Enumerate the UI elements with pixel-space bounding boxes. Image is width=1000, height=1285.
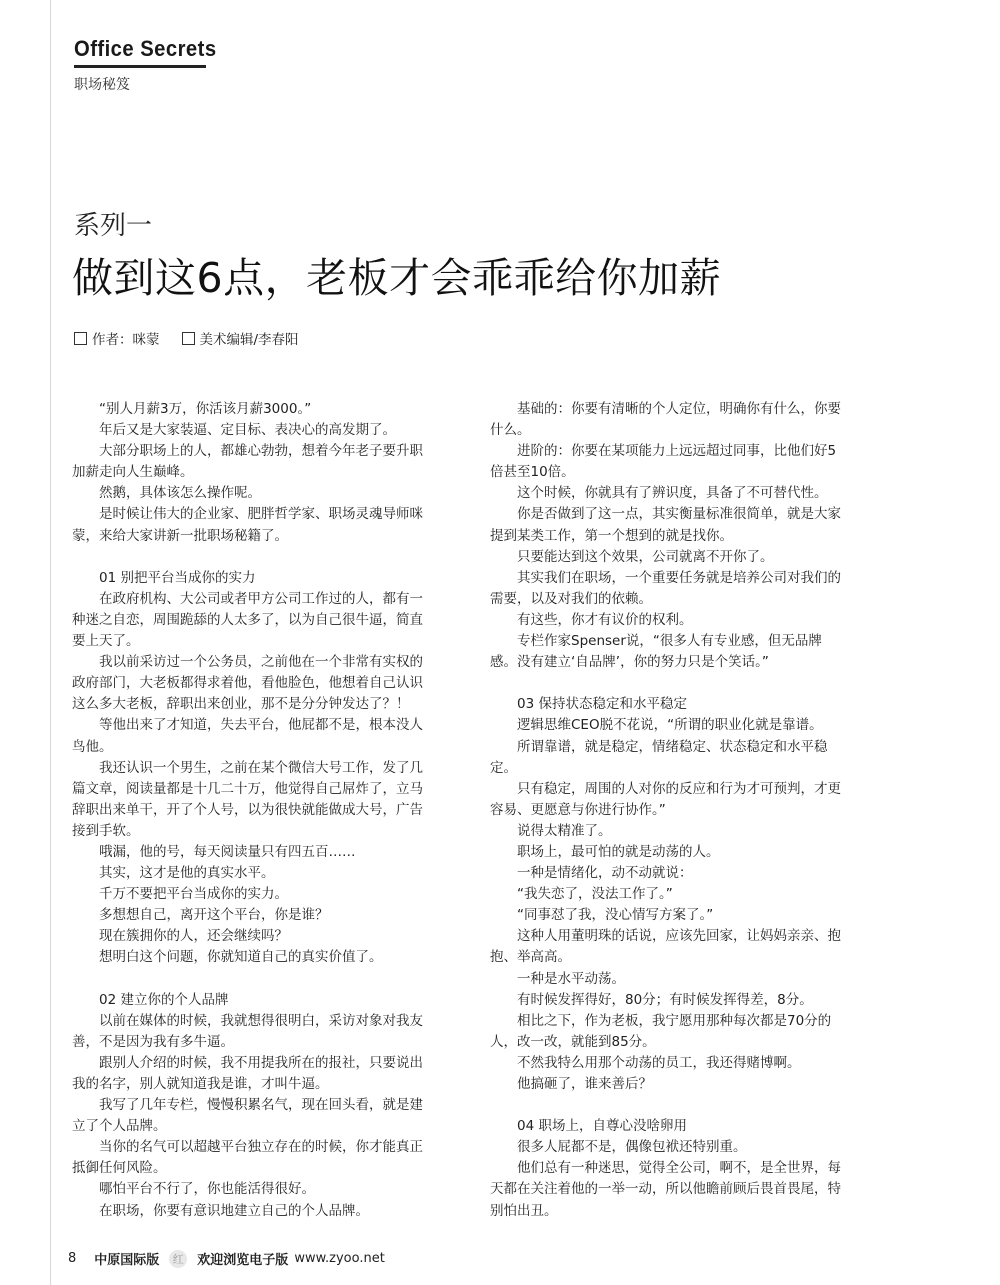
paragraph: 其实我们在职场，一个重要任务就是培养公司对我们的需要，以及对我们的依赖。 (490, 569, 841, 607)
paragraph: 只要能达到这个效果，公司就离不开你了。 (517, 548, 774, 565)
paragraph: 其实，这才是他的真实水平。 (99, 865, 275, 882)
paragraph: 哦漏，他的号，每天阅读量只有四五百…… (99, 843, 356, 860)
paragraph: 一种是水平动荡。 (517, 970, 625, 987)
author-text: 作者：咪蒙 (92, 332, 160, 348)
welcome-text: 欢迎浏览电子版 (197, 1253, 289, 1268)
editor-credit (182, 328, 299, 348)
paragraph: 以前在媒体的时候，我就想得很明白，采访对象对我友善，不是因为我有多牛逼。 (72, 1012, 423, 1050)
paragraph: 在职场，你要有意识地建立自己的个人品牌。 (99, 1202, 369, 1219)
paragraph: 在政府机构、大公司或者甲方公司工作过的人，都有一种迷之自恋，周围跪舔的人太多了，以为自己很牛逼，简直要上天了。 (72, 590, 423, 650)
paragraph: 我以前采访过一个公务员，之前他在一个非常有实权的政府部门，大老板都得求着他，看他脸色，他想着自己认识这么多大老板，辞职出来创业，那不是分分钟发达了？！ (72, 654, 423, 713)
page-footer (68, 1249, 385, 1268)
paragraph: 说得太精准了。 (517, 822, 612, 839)
author-credit (74, 328, 160, 348)
paragraph: 想明白这个问题，你就知道自己的真实价值了。 (99, 949, 383, 966)
paragraph: 大部分职场上的人，都雄心勃勃，想着今年老子要升职加薪走向人生巅峰。 (72, 443, 423, 481)
paragraph: 他们总有一种迷思，觉得全公司，啊不，是全世界，每天都在关注着他的一举一动，所以他瞻前顾后畏首畏尾，特别怕出丑。 (490, 1160, 841, 1219)
paragraph: 哪怕平台不行了，你也能活得很好。 (99, 1181, 315, 1198)
website-link[interactable]: www.zyoo.net (294, 1251, 385, 1266)
section-heading: 02 建立你的个人品牌 (99, 991, 229, 1008)
paragraph: 我写了几年专栏，慢慢积累名气，现在回头看，就是建立了个人品牌。 (72, 1097, 423, 1135)
paragraph: 逻辑思维CEO脱不花说，“所谓的职业化就是靠谱。 (517, 717, 823, 734)
paragraph: 不然我特么用那个动荡的员工，我还得赌博啊。 (517, 1054, 801, 1071)
left-column (72, 399, 430, 1222)
paragraph: 相比之下，作为老板，我宁愿用那种每次都是70分的人，改一改，就能到85分。 (490, 1012, 832, 1050)
page-number: 8 (68, 1251, 77, 1266)
paragraph: 这个时候，你就具有了辨识度，具备了不可替代性。 (517, 485, 828, 502)
paragraph: “别人月薪3万，你活该月薪3000。” (99, 401, 312, 417)
paragraph: 进阶的：你要在某项能力上远远超过同事，比他们好5倍甚至10倍。 (490, 443, 837, 481)
paragraph: 他搞砸了，谁来善后？ (517, 1076, 652, 1092)
paragraph: 然鹅，具体该怎么操作呢。 (99, 485, 261, 502)
paragraph: 专栏作家Spenser说，“很多人有专业感，但无品牌感。没有建立‘自品牌’，你的努力只是个笑话。” (490, 633, 822, 671)
paragraph: “我失恋了，没法工作了。” (517, 886, 673, 903)
paragraph: 有时候发挥得好，80分；有时候发挥得差，8分。 (517, 991, 813, 1008)
paragraph: 很多人屁都不是，偶像包袱还特别重。 (517, 1139, 747, 1156)
paragraph: 是时候让伟大的企业家、肥胖哲学家、职场灵魂导师咪蒙，来给大家讲新一批职场秘籍了。 (72, 506, 423, 544)
section-heading: 03 保持状态稳定和水平稳定 (517, 696, 687, 713)
section-heading: 01 别把平台当成你的实力 (99, 569, 256, 586)
paragraph: 这种人用董明珠的话说，应该先回家，让妈妈亲亲、抱抱、举高高。 (490, 928, 841, 966)
paragraph: 你是否做到了这一点，其实衡量标准很简单，就是大家提到某类工作，第一个想到的就是找你。 (490, 506, 841, 544)
paragraph: 年后又是大家装逼、定目标、表决心的高发期了。 (99, 422, 396, 439)
paragraph: 我还认识一个男生，之前在某个微信大号工作，发了几篇文章，阅读量都是十几二十万，他觉得自己屌炸了，立马辞职出来单干，开了个人号，以为很快就能做成大号，广告接到手软。 (72, 759, 423, 839)
paragraph: 多想想自己，离开这个平台，你是谁？ (99, 907, 329, 924)
paragraph: 基础的：你要有清晰的个人定位，明确你有什么，你要什么。 (490, 401, 841, 439)
page-edge-line (50, 0, 51, 1285)
paragraph: 有这些，你才有议价的权利。 (517, 611, 693, 628)
paragraph: 只有稳定，周围的人对你的反应和行为才可预判，才更容易、更愿意与你进行协作。” (490, 780, 841, 818)
paragraph: 一种是情绪化，动不动就说： (517, 865, 693, 882)
section-heading: 04 职场上，自尊心没啥卵用 (517, 1118, 687, 1135)
section-title: Office Secrets (74, 36, 217, 61)
series-label: 系列一 (74, 211, 153, 241)
paragraph: 职场上，最可怕的就是动荡的人。 (517, 843, 720, 860)
paragraph: 当你的名气可以超越平台独立存在的时候，你才能真正抵御任何风险。 (72, 1139, 423, 1177)
paragraph: 所谓靠谱，就是稳定，情绪稳定、状态稳定和水平稳定。 (490, 738, 828, 776)
paragraph: “同事怼了我，没心情写方案了。” (517, 907, 714, 924)
paragraph: 现在簇拥你的人，还会继续吗？ (99, 928, 288, 945)
magazine-name: 中原国际版 (94, 1253, 160, 1268)
paragraph: 千万不要把平台当成你的实力。 (99, 886, 288, 903)
article-title: 做到这6点，老板才会乖乖给你加薪 (72, 254, 722, 302)
right-column (490, 399, 848, 1222)
magazine-logo-icon: 红 (169, 1250, 187, 1268)
paragraph: 等他出来了才知道，失去平台，他屁都不是，根本没人鸟他。 (72, 717, 423, 755)
checkbox-square-icon (74, 332, 87, 345)
paragraph: 跟别人介绍的时候，我不用提我所在的报社，只要说出我的名字，别人就知道我是谁，才叫牛逼。 (72, 1054, 423, 1092)
editor-text: 美术编辑/李春阳 (199, 332, 299, 348)
section-subtitle: 职场秘笈 (74, 77, 130, 93)
section-title-underline (74, 65, 206, 68)
checkbox-square-icon (182, 332, 195, 345)
section-header (74, 36, 229, 94)
credits (74, 328, 321, 348)
